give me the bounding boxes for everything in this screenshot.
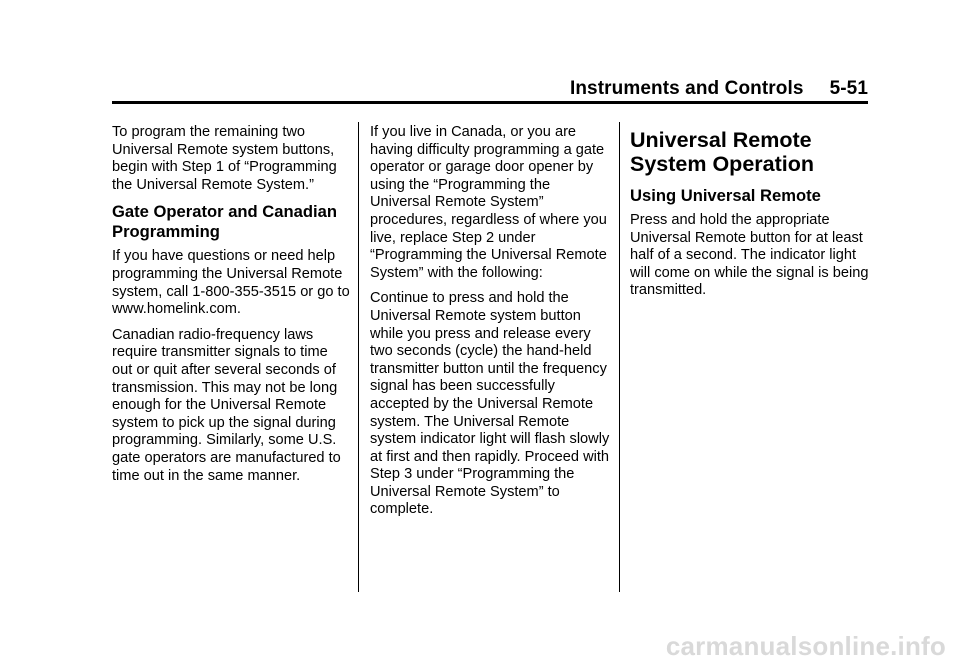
- page-number: 5-51: [829, 78, 868, 99]
- column-right: [630, 128, 870, 308]
- paragraph-canada-difficulty: If you live in Canada, or you are having difficulty programming a gate operator or garage door opener by using the “Programming the Universal Remote System” procedures, regardless of where you live, replace Step 2 under “Programming the Universal Remote System” with the following:: [370, 124, 607, 281]
- column-divider: [358, 122, 359, 592]
- section-title: Instruments and Controls: [569, 78, 804, 99]
- column-middle: [370, 124, 612, 527]
- watermark: carmanualsonline.info: [665, 631, 946, 661]
- heading-gate-operator: Gate Operator and Canadian Programming: [112, 202, 337, 242]
- column-divider: [619, 122, 620, 592]
- running-header: [570, 78, 868, 100]
- paragraph-continue-press: Continue to press and hold the Universal Remote system button while you press and release every two seconds (cycle) the hand-held transmitter button until the frequency signal has been successfully accepted by the Universal Remote system. The Universal Remote system indicator light will flash slowly at first and then rapidly. Proceed with Step 3 under “Programming the Universal Remote System” to complete.: [370, 290, 610, 518]
- paragraph-canadian-laws: Canadian radio-frequency laws require transmitter signals to time out or quit after several seconds of transmission. This may not be long enough for the Universal Remote system to pick up the signal during programming. Similarly, some U.S. gate operators are manufactured to time out in the same manner.: [112, 326, 341, 484]
- heading-using-remote: Using Universal Remote: [630, 186, 821, 205]
- paragraph-remaining-buttons: To program the remaining two Universal Remote system buttons, begin with Step 1 of “Programming the Universal Remote System.”: [112, 124, 337, 193]
- column-left: [112, 124, 350, 493]
- paragraph-help-contact: If you have questions or need help programming the Universal Remote system, call 1-800-355-3515 or go to www.homelink.com.: [112, 248, 350, 318]
- paragraph-press-hold: Press and hold the appropriate Universal Remote button for at least half of a second. The indicator light will come on while the signal is being transmitted.: [630, 212, 869, 299]
- heading-system-operation: Universal Remote System Operation: [630, 128, 814, 176]
- header-rule: [112, 101, 868, 104]
